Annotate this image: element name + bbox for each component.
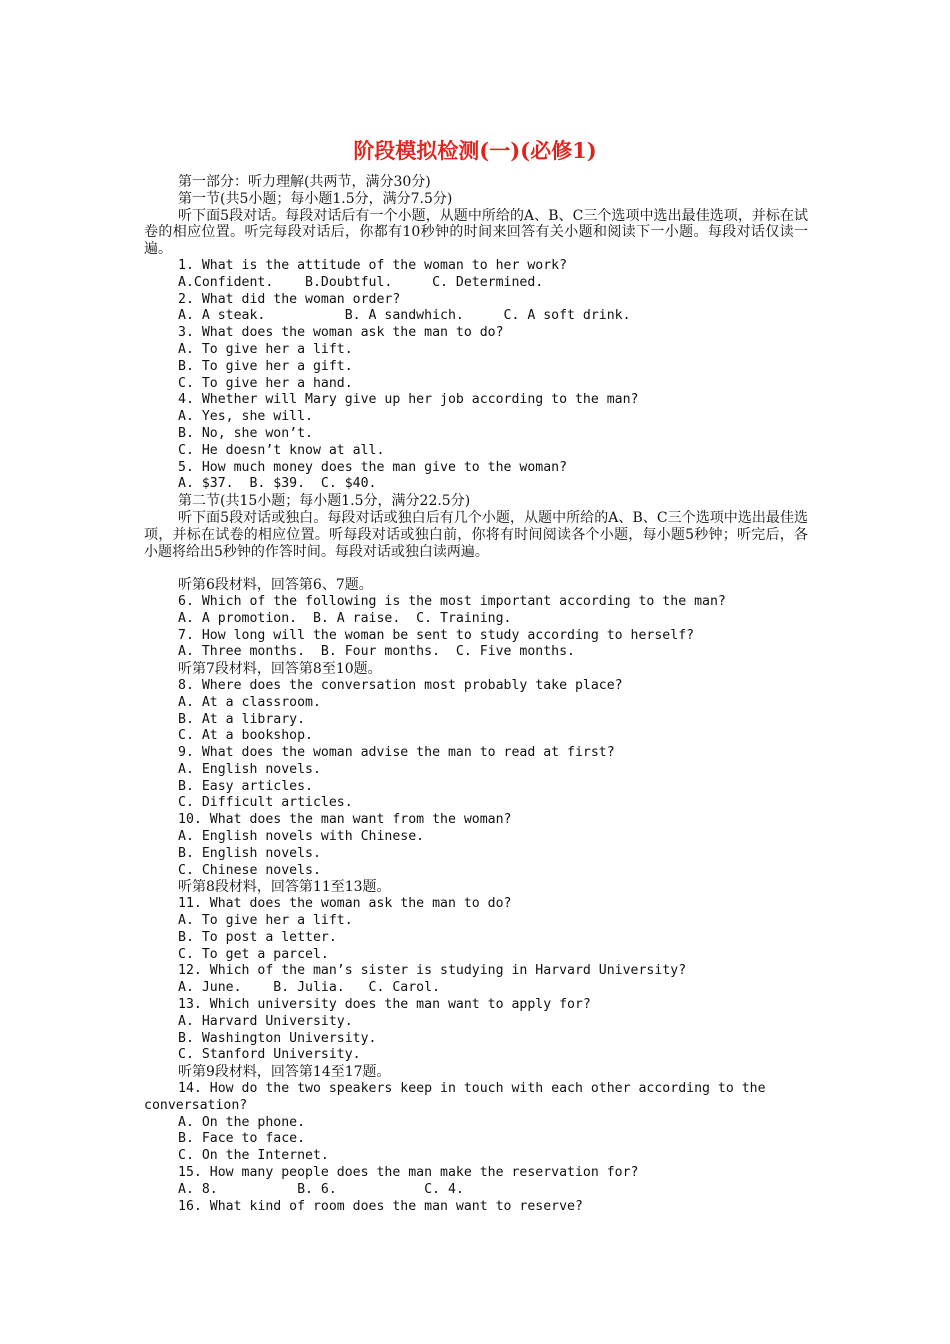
question-line: C. He doesn’t know at all.	[178, 442, 385, 458]
section-text: 第一节(共5小题；每小题1.5分，满分7.5分)	[178, 190, 453, 207]
question-line: 2. What did the woman order?	[178, 291, 401, 307]
question-line: A. A steak. B. A sandwhich. C. A soft drink.	[178, 308, 631, 324]
question-line: A. 8. B. 6. C. 4.	[178, 1181, 464, 1197]
question-line: 9. What does the woman advise the man to read at first?	[178, 745, 615, 761]
question-line: 15. How many people does the man make the reservation for?	[178, 1165, 639, 1181]
question-line: C. To get a parcel.	[178, 946, 329, 962]
question-line: C. Stanford University.	[178, 1047, 361, 1063]
question-line: 16. What kind of room does the man want to reserve?	[178, 1198, 583, 1214]
question-line: B. To give her a gift.	[178, 358, 353, 374]
question-line: 13. Which university does the man want to apply for?	[178, 997, 591, 1013]
document-body	[144, 174, 808, 1215]
question-line: A. To give her a lift.	[178, 341, 353, 357]
question-line: A. To give her a lift.	[178, 913, 353, 929]
section-text: 听第8段材料，回答第11至13题。	[178, 879, 391, 896]
question-line: 12. Which of the man’s sister is studying in Harvard University?	[178, 963, 687, 979]
question-line: conversation?	[144, 1097, 248, 1113]
question-line: C. Difficult articles.	[178, 795, 353, 811]
question-line: 6. Which of the following is the most important according to the man?	[178, 593, 726, 609]
question-line: 1. What is the attitude of the woman to her work?	[178, 257, 568, 273]
question-line: A. On the phone.	[178, 1114, 306, 1130]
question-line: 8. Where does the conversation most probably take place?	[178, 677, 623, 693]
section-text: 听下面5段对话。每段对话后有一个小题，从题中所给的A、B、C三个选项中选出最佳选项，并标在试卷的相应位置。听完每段对话后，你都有10秒钟的时间来回答有关小题和阅读下一小题。每段对话仅读一遍。	[144, 207, 808, 258]
question-line: B. Easy articles.	[178, 778, 313, 794]
question-line: B. Washington University.	[178, 1030, 377, 1046]
question-line: 7. How long will the woman be sent to study according to herself?	[178, 627, 695, 643]
question-line: C. To give her a hand.	[178, 375, 353, 391]
section-text: 听下面5段对话或独白。每段对话或独白后有几个小题，从题中所给的A、B、C三个选项中选出最佳选项，并标在试卷的相应位置。听每段对话或独白前，你将有时间阅读各个小题，每小题5秒钟；听完后，各小题将给出5秒钟的作答时间。每段对话或独白读两遍。	[144, 509, 808, 560]
section-text: 听第7段材料，回答第8至10题。	[178, 661, 382, 678]
question-line: B. At a library.	[178, 711, 306, 727]
question-line: A. Three months. B. Four months. C. Five months.	[178, 644, 575, 660]
question-line: A. English novels with Chinese.	[178, 829, 425, 845]
question-line: A. June. B. Julia. C. Carol.	[178, 980, 441, 996]
question-line: 10. What does the man want from the woman?	[178, 812, 512, 828]
question-line: A. Harvard University.	[178, 1013, 353, 1029]
question-line: B. No, she won’t.	[178, 425, 313, 441]
question-line: A. A promotion. B. A raise. C. Training.	[178, 610, 512, 626]
question-line: B. To post a letter.	[178, 929, 337, 945]
question-line: 11. What does the woman ask the man to do?	[178, 896, 512, 912]
question-line: C. At a bookshop.	[178, 728, 313, 744]
question-line: A. At a classroom.	[178, 694, 321, 710]
question-line: 3. What does the woman ask the man to do?	[178, 325, 504, 341]
question-line: A.Confident. B.Doubtful. C. Determined.	[178, 274, 544, 290]
question-line: C. Chinese novels.	[178, 862, 321, 878]
section-text: 第一部分：听力理解(共两节，满分30分)	[178, 174, 431, 190]
question-line: 4. Whether will Mary give up her job according to the man?	[178, 392, 639, 408]
page-title: 阶段模拟检测(一)(必修1)	[353, 138, 597, 163]
question-line: 5. How much money does the man give to the woman?	[178, 459, 568, 475]
question-line: A. Yes, she will.	[178, 409, 313, 425]
question-line: A. English novels.	[178, 761, 321, 777]
question-line: B. English novels.	[178, 845, 321, 861]
question-line: C. On the Internet.	[178, 1148, 329, 1164]
blank-line	[144, 560, 808, 577]
question-line: A. $37. B. $39. C. $40.	[178, 476, 377, 492]
question-line: 14. How do the two speakers keep in touch with each other according to the	[178, 1081, 766, 1097]
section-text: 第二节(共15小题；每小题1.5分，满分22.5分)	[178, 493, 471, 510]
section-text: 听第9段材料，回答第14至17题。	[178, 1064, 391, 1081]
section-text: 听第6段材料，回答第6、7题。	[178, 577, 373, 594]
question-line: B. Face to face.	[178, 1131, 306, 1147]
